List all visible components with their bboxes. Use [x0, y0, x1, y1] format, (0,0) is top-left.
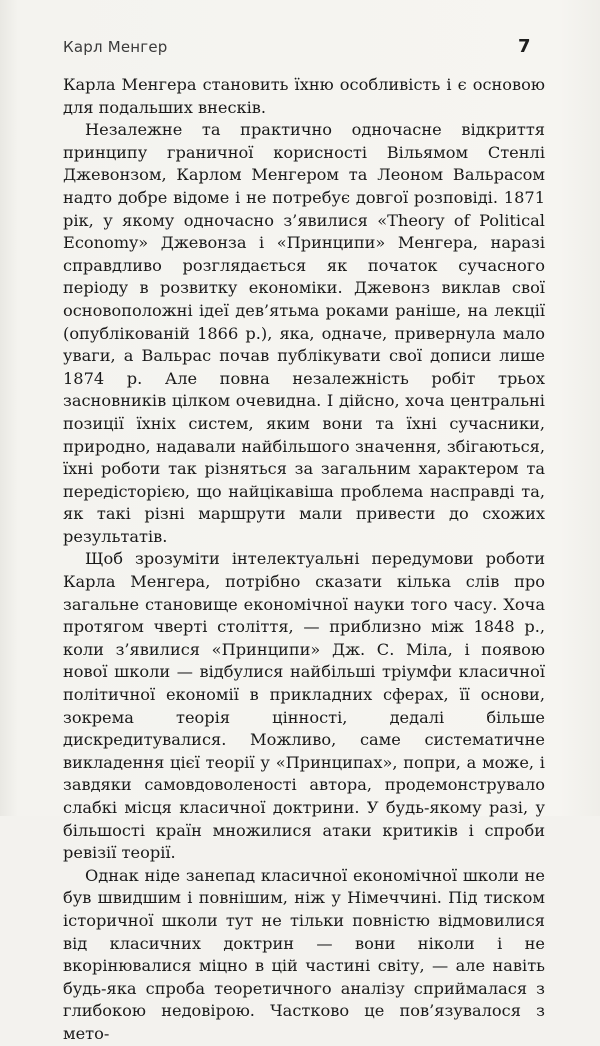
paragraph: Щоб зрозуміти інтелектуальні передумови роботи Карла Менгера, потрібно сказати кілька слів про загальне становище економічної науки того часу. Хоча протягом чверті століття, — приблизно між 1848 р., коли з’явилися «Принципи» Дж. С. Міла, і появою нової школи — відбулися найбільші тріумфи класичної політичної економії в прикладних сферах, її основи, зокрема теорія цінності, дедалі більше дискредитувалися. Можливо, саме систематичне викладення цієї теорії у «Принципах», попри, а може, і завдяки самовдоволеності автора, продемонструвало слабкі місця класичної доктрини. У будь-якому разі, у більшості країн множилися атаки критиків і спроби ревізії теорії. [63, 549, 545, 863]
running-head-title: Карл Менгер [63, 38, 168, 56]
body-text [63, 74, 545, 1046]
paragraph-continuation: Карла Менгера становить їхню особливість і є основою для подальших внесків. [63, 75, 545, 117]
paragraph: Незалежне та практично одночасне відкриття принципу граничної корисності Вільямом Стенлі Джевонзом, Карлом Менгером та Леоном Вальрасом надто добре відоме і не потребує довгої розповіді. 1871 рік, у якому одночасно з’явилися «Theory of Political Economy» Джевонза і «Принципи» Менгера, наразі справдливо розглядається як початок сучасного періоду в розвитку економіки. Джевонз виклав свої основоположні ідеї дев’ятьма роками раніше, на лекції (опублікованій 1866 р.), яка, одначе, привернула мало уваги, а Вальрас почав публікувати свої дописи лише 1874 р. Але повна незалежність робіт трьох засновників цілком очевидна. І дійсно, хоча центральні позиції їхніх систем, яким вони та їхні сучасники, природно, надавали найбільшого значення, збігаються, їхні роботи так різняться за загальним характером та передісторією, що найцікавіша проблема насправді та, як такі різні маршрути мали привести до схожих результатів. [63, 120, 545, 546]
paragraph: Однак ніде занепад класичної економічної школи не був швидшим і повнішим, ніж у Німеччині. Під тиском історичної школи тут не тільки повністю відмовилися від класичних доктрин — вони ніколи і не вкорінювалися міцно в цій частині світу, — але навіть будь-яка спроба теоретичного аналізу сприймалася з глибокою недовірою. Частково це пов’язувалося з мето- [63, 865, 545, 1043]
page-number: 7 [518, 36, 531, 57]
